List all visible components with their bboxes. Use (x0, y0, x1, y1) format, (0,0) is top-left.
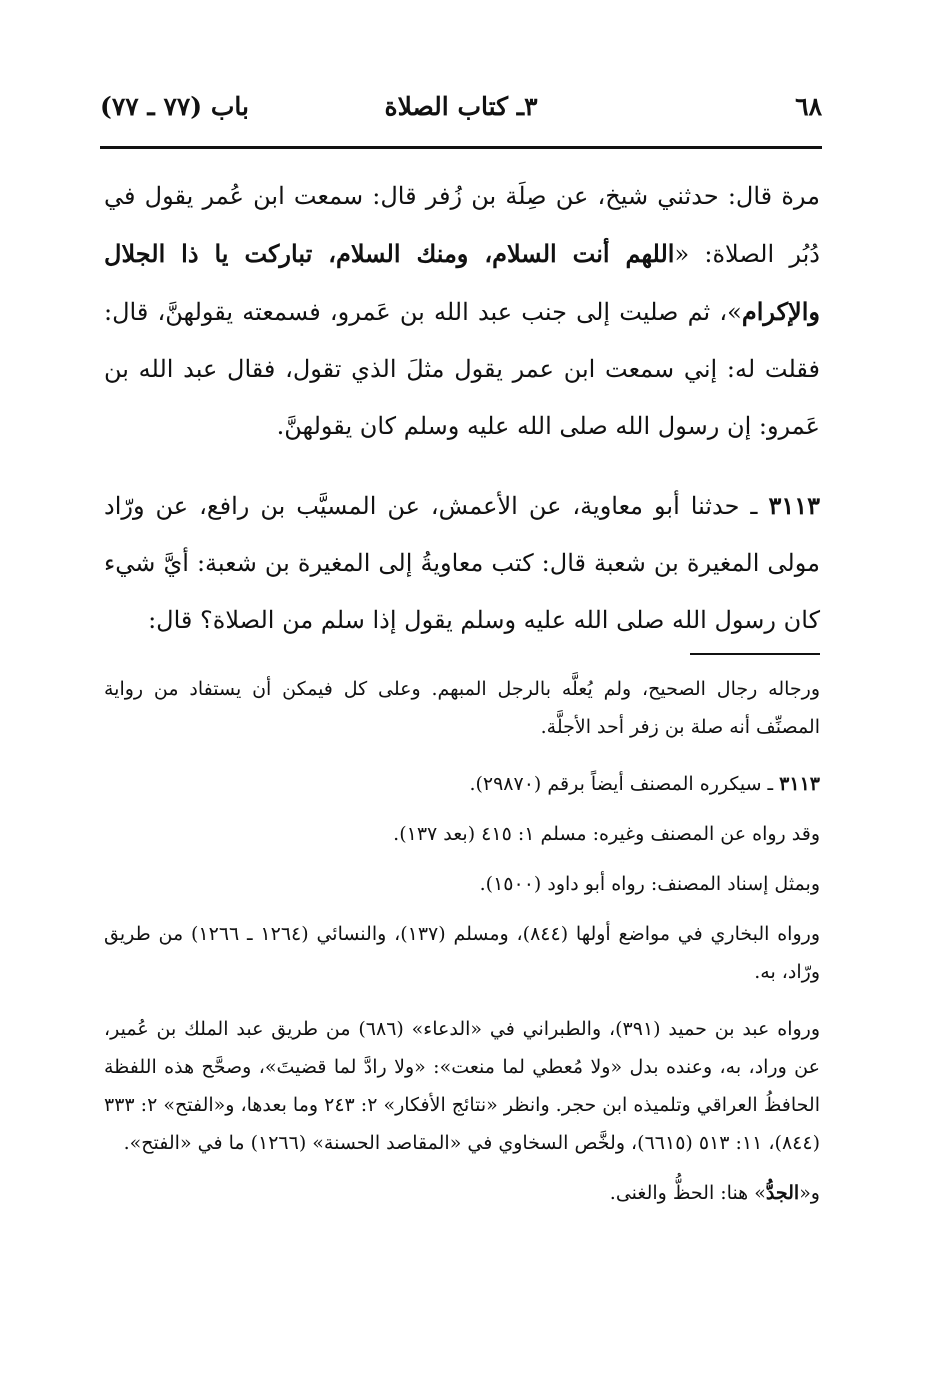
footnote-separator (690, 653, 820, 655)
footnote: ورجاله رجال الصحيح، ولم يُعلَّه بالرجل المبهم. وعلى كل فيمكن أن يستفاد من رواية المصنِّف أنه صلة بن زفر أحد الأجلَّة. (104, 678, 820, 738)
footnotes (104, 670, 820, 1231)
text-run: و« (799, 1182, 820, 1204)
footnote-number: ٣١١٣ (779, 773, 820, 795)
text-run: ـ حدثنا أبو معاوية، عن الأعمش، عن المسيَّب بن رافع، عن ورّاد مولى المغيرة بن شعبة قال: كتب معاويةُ إلى المغيرة بن شعبة: أيَّ شيء كان رسول الله صلى الله عليه وسلم يقول إذا سلم من الصلاة؟ قال: (104, 492, 820, 634)
footnote: وقد رواه عن المصنف وغيره: مسلم ١: ٤١٥ (بعد ١٣٧). (393, 823, 820, 845)
hadith-paragraph-1 (104, 168, 820, 455)
page-header (100, 92, 822, 132)
footnote: وبمثل إسناد المصنف: رواه أبو داود (١٥٠٠). (479, 873, 820, 895)
hadith-paragraph-2 (104, 477, 820, 649)
chapter-label: باب (٧٧ ـ ٧٧) (100, 92, 249, 121)
dua-text: اللهم أنت السلام، ومنك السلام، تباركت يا ذا الجلال والإكرام (104, 239, 820, 326)
text-run: »، ثم صليت إلى جنب عبد الله بن عَمرو، فسمعته يقولهنَّ، قال: فقلت له: إني سمعت ابن عمر يقول مثلَ الذي تقول، فقال عبد الله بن عَمرو: إن رسول الله صلى الله عليه وسلم كان يقولهنَّ. (104, 298, 820, 440)
main-text (104, 168, 820, 649)
footnote (104, 765, 820, 803)
footnote: ورواه البخاري في مواضع أولها (٨٤٤)، ومسلم (١٣٧)، والنسائي (١٢٦٤ ـ ١٢٦٦) من طريق ورّاد، به. (104, 923, 820, 983)
text-run: ـ سيكرره المصنف أيضاً برقم (٢٩٨٧٠). (469, 773, 780, 795)
footnote: ورواه عبد بن حميد (٣٩١)، والطبراني في «الدعاء» (٦٨٦) من طريق عبد الملك بن عُمير، عن وراد، به، وعنده بدل «ولا مُعطي لما منعت»: «ولا رادَّ لما قضيتَ»، وصحَّح هذه اللفظة الحافظُ العراقي وتلميذه ابن حجر. وانظر «نتائج الأفكار» ٢: ٢٤٣ وما بعدها، و«الفتح» ٢: ٣٣٣ (٨٤٤)، ١١: ٥١٣ (٦٦١٥)، ولخَّص السخاوي في «المقاصد الحسنة» (١٢٦٦) ما في «الفتح». (104, 1018, 820, 1154)
text-run: مرة قال: حدثني شيخ، عن صِلَة بن زُفر قال: سمعت ابن عُمر يقول في دُبُر الصلاة: « (104, 182, 820, 268)
footnote (104, 1174, 820, 1212)
page-number: ٦٨ (795, 92, 822, 121)
book-title: ٣ـ كتاب الصلاة (384, 92, 538, 121)
text-run: » هنا: الحظُّ والغنى. (609, 1182, 766, 1204)
header-rule (100, 146, 822, 149)
keyword: الجدُّ (765, 1182, 800, 1204)
hadith-number: ٣١١٣ (768, 491, 820, 520)
